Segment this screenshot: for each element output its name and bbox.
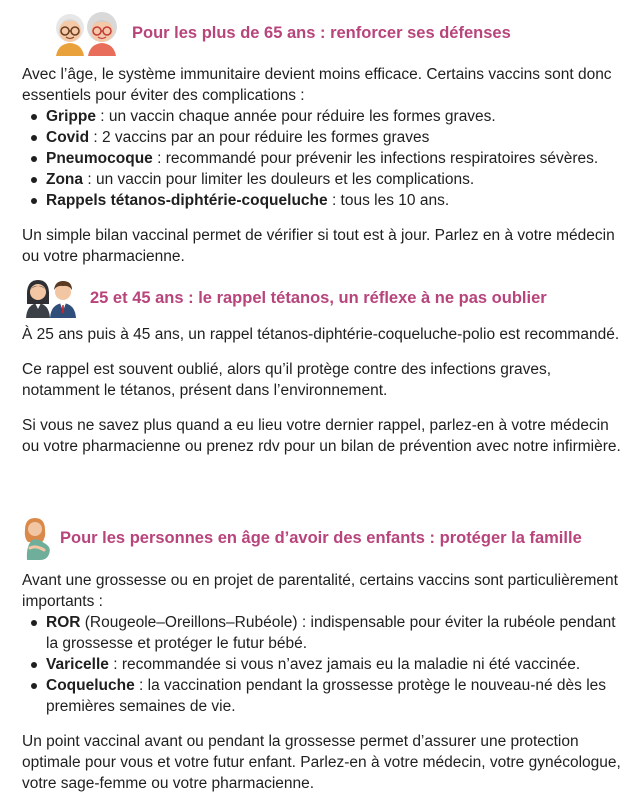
vaccine-list bbox=[22, 106, 622, 211]
section-heading-seniors bbox=[52, 10, 511, 56]
pregnant-woman-icon bbox=[22, 516, 52, 560]
section-title: Pour les personnes en âge d’avoir des enfants : protéger la famille bbox=[60, 529, 582, 547]
section-body-adults bbox=[22, 324, 622, 457]
paragraph: Un simple bilan vaccinal permet de vérifier si tout est à jour. Parlez en à votre médecin ou votre pharmacienne. bbox=[22, 227, 615, 265]
list-item: Coqueluche : la vaccination pendant la grossesse protège le nouveau-né dès les premières semaines de vie. bbox=[46, 675, 622, 717]
section-title: 25 et 45 ans : le rappel tétanos, un réflexe à ne pas oublier bbox=[90, 289, 547, 307]
adults-icon bbox=[22, 278, 78, 318]
paragraph: Un point vaccinal avant ou pendant la grossesse permet d’assurer une protection optimale pour vous et votre futur enfant. Parlez-en à votre médecin, votre gynécologue, votre sage-femme ou votre pharmacienne. bbox=[22, 733, 621, 792]
list-item: ROR (Rougeole–Oreillons–Rubéole) : indispensable pour éviter la rubéole pendant la grossesse et protéger le futur bébé. bbox=[46, 612, 622, 654]
list-item: Varicelle : recommandée si vous n’avez jamais eu la maladie ni été vaccinée. bbox=[46, 654, 622, 675]
paragraph: À 25 ans puis à 45 ans, un rappel tétanos-diphtérie-coqueluche-polio est recommandé. bbox=[22, 326, 620, 343]
list-item: Rappels tétanos-diphtérie-coqueluche : tous les 10 ans. bbox=[46, 190, 622, 211]
section-body-seniors bbox=[22, 64, 622, 267]
elderly-couple-icon bbox=[52, 10, 122, 56]
section-body-parents bbox=[22, 570, 622, 794]
section-heading-parents bbox=[22, 516, 582, 560]
paragraph: Avant une grossesse ou en projet de parentalité, certains vaccins sont particulièrement importants : bbox=[22, 572, 618, 610]
paragraph: Ce rappel est souvent oublié, alors qu’il protège contre des infections graves, notamment le tétanos, présent dans l’environnement. bbox=[22, 361, 552, 399]
section-title: Pour les plus de 65 ans : renforcer ses défenses bbox=[132, 24, 511, 42]
paragraph: Avec l’âge, le système immunitaire devient moins efficace. Certains vaccins sont donc essentiels pour éviter des complications : bbox=[22, 66, 612, 104]
list-item: Pneumocoque : recommandé pour prévenir les infections respiratoires sévères. bbox=[46, 148, 622, 169]
list-item: Covid : 2 vaccins par an pour réduire les formes graves bbox=[46, 127, 622, 148]
paragraph: Si vous ne savez plus quand a eu lieu votre dernier rappel, parlez-en à votre médecin ou votre pharmacienne ou prenez rdv pour un bilan de prévention avec notre infirmière. bbox=[22, 417, 621, 455]
list-item: Grippe : un vaccin chaque année pour réduire les formes graves. bbox=[46, 106, 622, 127]
vaccine-list bbox=[22, 612, 622, 717]
section-heading-adults bbox=[22, 278, 547, 318]
list-item: Zona : un vaccin pour limiter les douleurs et les complications. bbox=[46, 169, 622, 190]
